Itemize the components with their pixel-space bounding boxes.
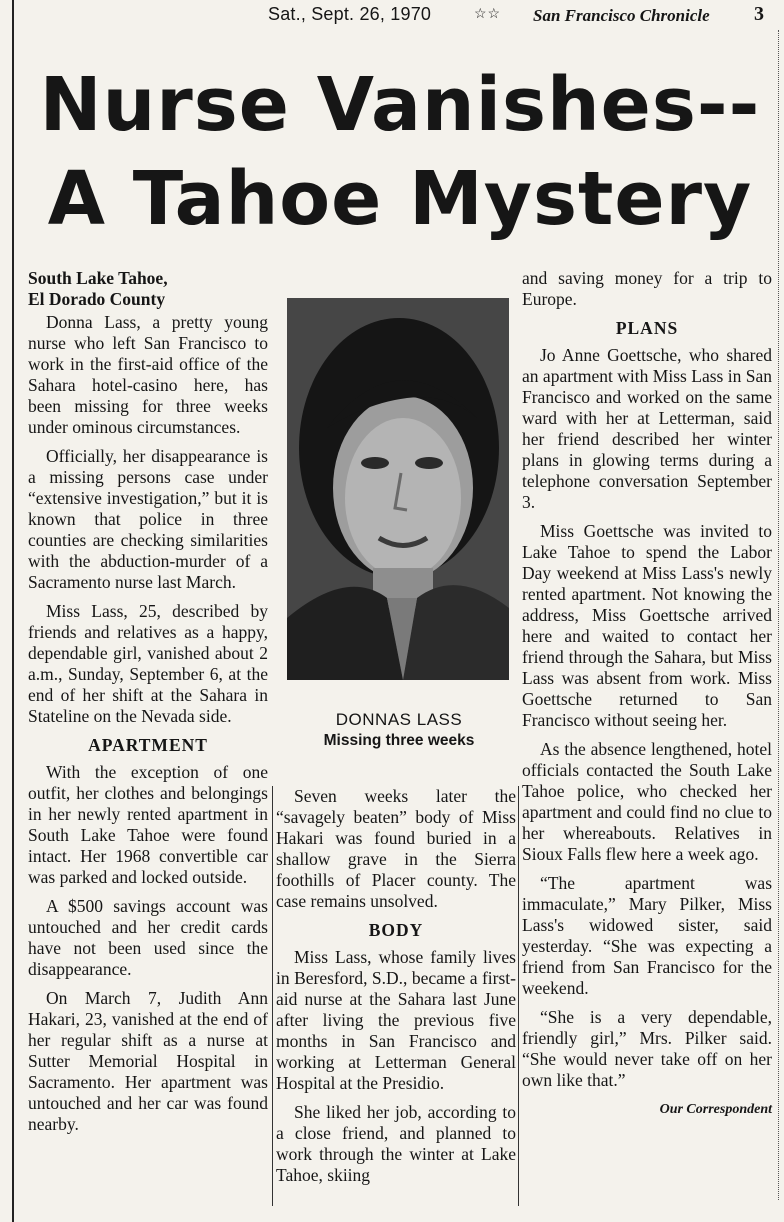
paragraph: Donna Lass, a pretty young nurse who left San Francisco to work in the first-aid office of the Sahara hotel-casino here, has been missing for three weeks under ominous circumstances. (28, 312, 268, 437)
subhead-plans: PLANS (615, 318, 679, 338)
paragraph: and saving money for a trip to Europe. (522, 268, 772, 309)
paragraph: Jo Anne Goettsche, who shared an apartment with Miss Lass in San Francisco and worked on the same ward with her at Letterman, said her friend described her winter plans in glowing terms during a telephone conversation September 3. (522, 345, 772, 512)
headline-line-1: Nurse Vanishes-- (39, 62, 761, 148)
paragraph: As the absence lengthened, hotel officials contacted the South Lake Tahoe police, who checked her apartment and could find no clue to her whereabouts. Relatives in Sioux Falls flew here a week ago. (522, 739, 772, 864)
subhead-body: BODY (368, 920, 424, 940)
photo-caption-name: DONNAS LASS (335, 710, 463, 729)
article-column-2 (276, 786, 516, 1194)
column-divider (272, 786, 273, 1206)
portrait-photo (287, 298, 509, 680)
article-column-3 (522, 268, 772, 1120)
edition-stars: ☆☆ (474, 7, 502, 22)
paragraph: Miss Lass, whose family lives in Beresford, S.D., became a first-aid nurse at the Sahara last June after living the previous five months in San Francisco and working at Letterman General Hospital at the Presidio. (276, 947, 516, 1093)
page-number: 3 (754, 3, 764, 25)
paragraph: Miss Lass, 25, described by friends and relatives as a happy, dependable girl, vanished about 2 a.m., Sunday, September 6, at the end of her shift at the Sahara in Stateline on the Nevada side. (28, 601, 268, 726)
headline-line-2: A Tahoe Mystery (47, 156, 753, 242)
masthead: San Francisco Chronicle (533, 6, 710, 25)
article-column-1 (28, 268, 268, 1143)
paragraph: A $500 savings account was untouched and her credit cards have not been used since the disappearance. (28, 896, 268, 979)
headline (20, 58, 780, 246)
column-divider (518, 786, 519, 1206)
issue-date: Sat., Sept. 26, 1970 (268, 4, 432, 24)
paragraph: Officially, her disappearance is a missing persons case under “extensive investigation,” but it is known that police in three counties are checking similarities with the abduction-murder of a Sacramento nurse last March. (28, 446, 268, 592)
paragraph: “She is a very dependable, friendly girl,” Mrs. Pilker said. “She would never take off on her own like that.” (522, 1007, 772, 1090)
paragraph: “The apartment was immaculate,” Mary Pilker, Miss Lass's widowed sister, said yesterday. “She was expecting a friend from San Francisco for the weekend. (522, 873, 772, 998)
left-column-rule (12, 0, 14, 1222)
byline: Our Correspondent (659, 1102, 772, 1117)
portrait-image (287, 298, 509, 680)
article-location: South Lake Tahoe, El Dorado County (28, 268, 168, 309)
photo-caption-subtitle: Missing three weeks (323, 732, 475, 749)
paragraph: She liked her job, according to a close friend, and planned to work through the winter at Lake Tahoe, skiing (276, 1102, 516, 1185)
paragraph: Miss Goettsche was invited to Lake Tahoe to spend the Labor Day weekend at Miss Lass's newly rented apartment. Not knowing the address, Miss Goettsche arrived here and waited to contact her friend through the Sahara, but Miss Lass was absent from work. Miss Goettsche returned to San Francisco without seeing her. (522, 521, 772, 730)
paragraph: On March 7, Judith Ann Hakari, 23, vanished at the end of her regular shift as a nurse at Sutter Memorial Hospital in Sacramento. Her apartment was untouched and her car was found nearby. (28, 988, 268, 1134)
subhead-apartment: APARTMENT (88, 735, 208, 755)
paragraph: Seven weeks later the “savagely beaten” body of Miss Hakari was found buried in a shallow grave in the Sierra foothills of Placer county. The case remains unsolved. (276, 786, 516, 911)
paragraph: With the exception of one outfit, her clothes and belongings in her newly rented apartment in South Lake Tahoe were found intact. Her 1968 convertible car was parked and locked outside. (28, 762, 268, 887)
